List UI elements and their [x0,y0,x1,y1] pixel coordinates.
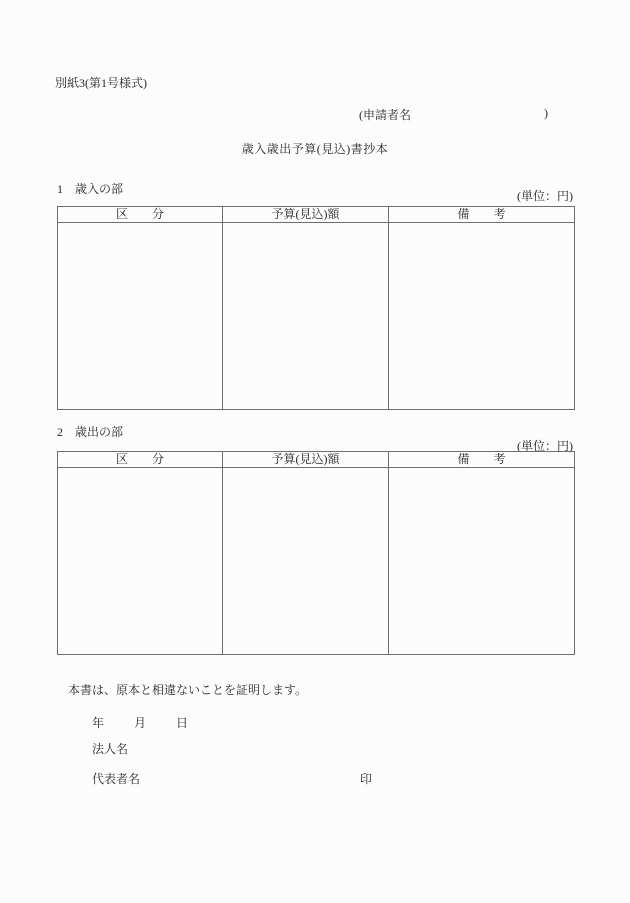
page-title: 歳入歳出予算(見込)書抄本 [241,142,389,156]
expenditure-header-budget-amount: 予算(見込)額 [223,452,389,468]
revenue-header-remarks: 備 考 [389,207,575,223]
revenue-table-body-row [58,223,575,410]
representative-row [92,770,392,787]
revenue-header-budget-amount: 予算(見込)額 [223,207,389,223]
expenditure-category-cell [58,468,223,655]
section-expenditure-heading: 2 歳出の部 [57,425,124,439]
expenditure-header-remarks: 備 考 [389,452,575,468]
corporation-name-label: 法人名 [92,742,129,756]
attachment-form-label: 別紙3(第1号様式) [55,76,147,90]
expenditure-table-header-row [58,452,575,468]
revenue-category-cell [58,223,223,410]
expenditure-remarks-cell [389,468,575,655]
certification-statement: 本書は、原本と相違ないことを証明します。 [68,683,308,697]
expenditure-table [57,451,575,655]
revenue-table-header-row [58,207,575,223]
revenue-budget-amount-cell [223,223,389,410]
expenditure-header-category: 区 分 [58,452,223,468]
expenditure-budget-amount-cell [223,468,389,655]
applicant-name-row [359,106,548,123]
revenue-remarks-cell [389,223,575,410]
expenditure-table-body-row [58,468,575,655]
unit-label-expenditure: (単位：円) [517,439,573,453]
section-revenue-heading: 1 歳入の部 [57,182,124,196]
representative-name-label: 代表者名 [92,772,141,786]
applicant-name-label: (申請者名 [359,108,411,122]
revenue-header-category: 区 分 [58,207,223,223]
date-line: 年 月 日 [92,716,191,730]
applicant-close-paren: ) [544,106,548,120]
revenue-table [57,206,575,410]
seal-label: 印 [360,772,373,786]
unit-label-revenue: (単位：円) [517,189,573,203]
